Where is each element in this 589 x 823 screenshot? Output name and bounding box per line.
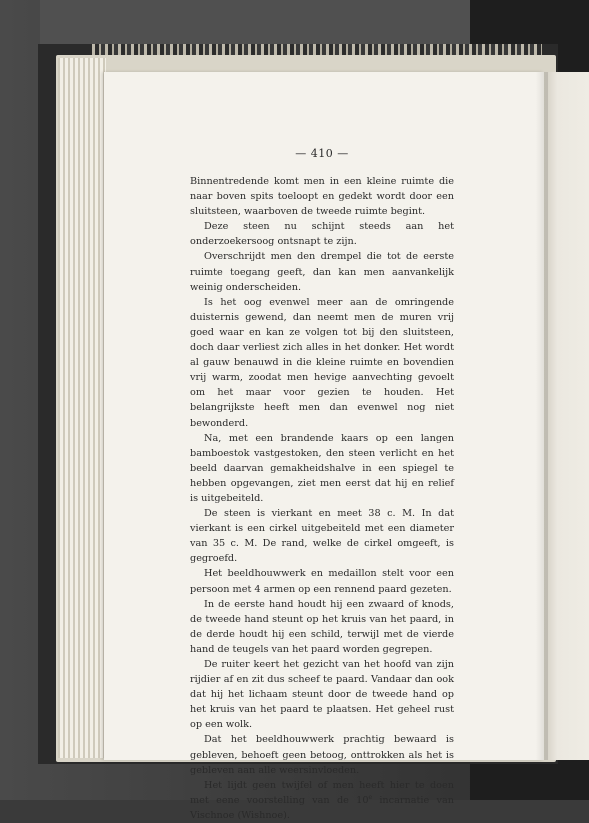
body-text [190,174,454,823]
paragraph: Deze steen nu schijnt steeds aan het onderzoekersoog ontsnapt te zijn. [190,221,454,248]
page-edges [58,58,106,758]
facing-page [544,72,589,760]
paragraph: Na, met een brandende kaars op een langen bamboestok vastgestoken, den steen verlicht en het beeld daarvan gemakheidshalve in een spiegel te hebben opgevangen, ziet men eerst dat hij en relief is uitgebeiteld. [190,432,454,504]
page-number: — 410 — [295,147,349,160]
paragraph: De ruiter keert het gezicht van het hoofd van zijn rijdier af en zit dus scheef te paard. Vandaar dan ook dat hij het lichaam steunt door de tweede hand op het kruis van het paard te plaatsen. Het geheel rust op een wolk. [190,659,454,731]
paragraph: Binnentredende komt men in een kleine ruimte die naar boven spits toeloopt en gedekt wordt door een sluitsteen, waarboven de tweede ruimte begint. [190,176,454,218]
paragraph: De steen is vierkant en meet 38 c. M. In dat vierkant is een cirkel uitgebeiteld met een diameter van 35 c. M. De rand, welke de cirkel omgeeft, is gegroefd. [190,508,454,565]
paragraph: Is het oog evenwel meer aan de omringende duisternis gewend, dan neemt men de muren vrij goed waar en kan ze volgen tot bij den sluitsteen, doch daar verliest zich alles in het donker. Het wordt al gauw benauwd in die kleine ruimte en bovendien vrij warm, zoodat men hevige aanvechting gevoelt om het maar voor gezien te houden. Het belangrijkste heeft men dan evenwel nog niet bewonderd. [190,296,454,429]
paragraph [190,778,454,823]
paragraph: Overschrijdt men den drempel die tot de eerste ruimte toegang geeft, dan kan men aanvankelijk weinig onderscheiden. [190,251,454,293]
paragraph-text: incarnatie van Vischnoe (Wishnoe). [190,794,454,821]
paragraph: Dat het beeldhouwwerk prachtig bewaard is gebleven, behoeft geen betoog, onttrokken als het is gebleven aan alle weersinvloeden. [190,734,454,776]
paragraph: Het beeldhouwwerk en medaillon stelt voor een persoon met 4 armen op een rennend paard gezeten. [190,568,454,595]
superscript: e [368,793,373,801]
paragraph: In de eerste hand houdt hij een zwaard of knods, de tweede hand steunt op het kruis van het paard, in de derde houdt hij een schild, terwijl met de vierde hand de teugels van het paard worden gegrepen. [190,598,454,655]
paragraph-text: Het lijdt geen twijfel of men heeft hier te doen met eene voorstelling van de 10 [190,779,454,806]
spine-shadow [536,72,548,760]
